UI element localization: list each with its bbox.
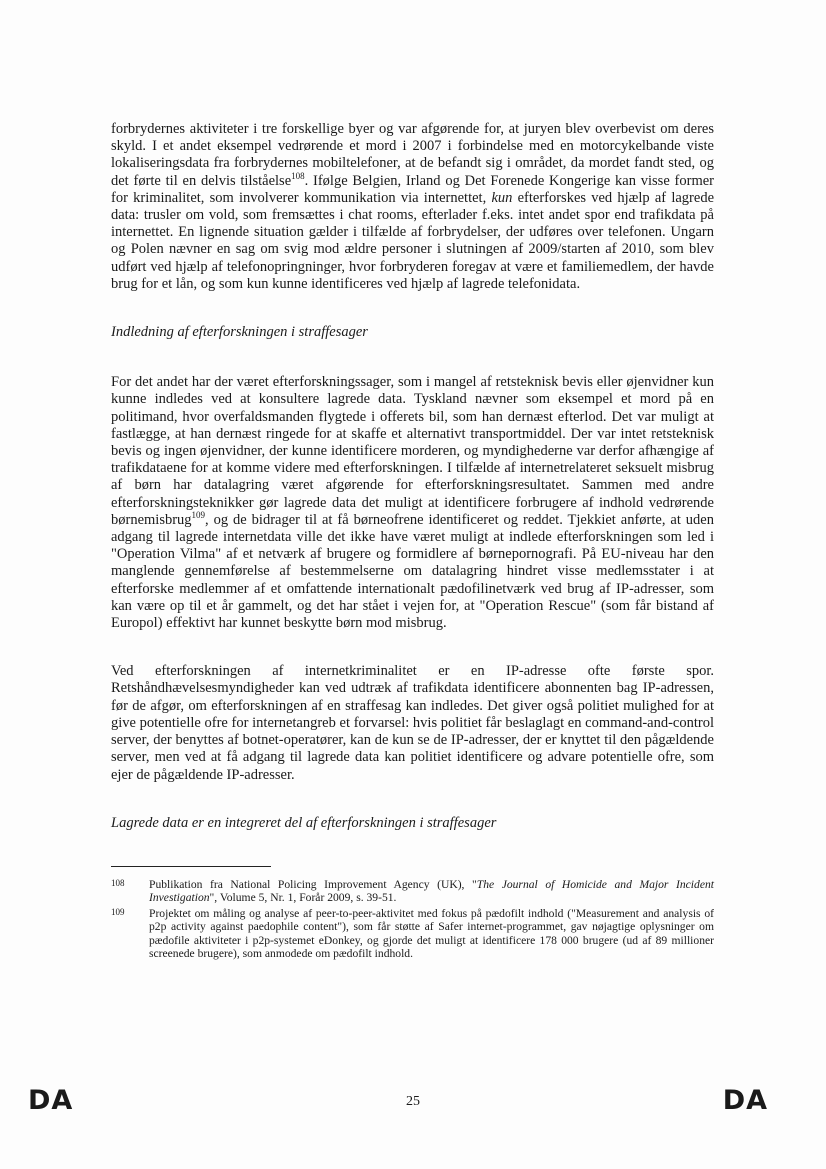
section-heading-1: Indledning af efterforskningen i straffesager: [111, 324, 368, 341]
footnote-ref-108[interactable]: 108: [291, 170, 305, 181]
footnote-text: [149, 878, 714, 905]
page-number: 25: [406, 1094, 420, 1109]
section-heading-2: Lagrede data er en integreret del af efterforskningen i straffesager: [111, 814, 497, 831]
footnote-number: 108: [111, 877, 125, 888]
footnotes: [111, 878, 714, 960]
paragraph-1-text-a: forbrydernes aktiviteter i tre forskellige byer og var afgørende for, at juryen blev overbevist om deres skyld. I et andet eksempel vedrørende et mord i 2007 i forbindelse med en motorcykelbande viste lokaliseringsdata fra forbrydernes mobiltelefoner, at de befandt sig i området, da mordet fandt sted, og det førte til en delvis tilståelse: [111, 121, 714, 189]
footnote-108-text-b: ", Volume 5, Nr. 1, Forår 2009, s. 39-51.: [209, 891, 397, 905]
paragraph-1: [111, 121, 714, 293]
footnote-108-text-a: Publikation fra National Policing Improvement Agency (UK), ": [149, 877, 477, 891]
paragraph-2-text-b: , og de bidrager til at få børneofrene identificeret og reddet. Tjekkiet anførte, at uden adgang til lagrede internetdata ville det ikke have været muligt at indlede efterforskningen som led i "Operation Vilma" af et netværk af brugere og formidlere af børnepornografi. På EU-niveau har den manglende gennemførelse af bestemmelserne om datalagring hindret visse medlemsstater i at efterforske medlemmer af et omfattende internationalt pædofilinetværk ved brug af IP-adresser, som kan være op til et år gammelt, og det har stået i vejen for, at "Operation Rescue" (som får bistand af Europol) effektivt har kunnet beskytte børn mod misbrug.: [111, 511, 714, 632]
language-code-right: DA: [722, 1085, 768, 1116]
footnote-text: Projektet om måling og analyse af peer-to-peer-aktivitet med fokus på pædofilt indhold ("Measurement and analysis of p2p activity against paedophile content"), som får støtte af Safer internet-programmet, gav nøjagtige oplysninger om pædofile aktiviteter i p2p-systemet eDonkey, og gjorde det muligt at identificere 178 000 brugere (ud af 89 millioner screenede brugere), som anmodede om pædofilt indhold.: [149, 906, 714, 960]
paragraph-1-emphasis: kun: [491, 189, 513, 206]
footnote-108-title: The Journal of Homicide and Major Incident Investigation: [149, 877, 714, 905]
footnote-ref-109[interactable]: 109: [191, 510, 206, 521]
paragraph-1-text-b: . Ifølge Belgien, Irland og Det Forenede Kongerige kan visse former for kriminalitet, som involverer kommunikation via internettet,: [111, 172, 714, 206]
footnote-number: 109: [111, 906, 125, 917]
paragraph-1-text-c: efterforskes ved hjælp af lagrede data: trusler om vold, som fremsættes i chat rooms, efterlader f.eks. intet andet spor end trafikdata på internettet. En lignende situation gælder i tilfælde af forbrydelser, der udføres over telefonen. Ungarn og Polen nævner en sag om svig mod ældre personer i slutningen af 2009/starten af 2010, som blev udført ved hjælp af telefonopringninger, hvor forbryderen foregav at være et familiemedlem, der havde brug for et lån, og som kun kunne identificeres ved hjælp af lagrede telefonidata.: [111, 189, 715, 292]
body-text: [111, 121, 714, 962]
footnote-109: [111, 907, 714, 961]
paragraph-3: Ved efterforskningen af internetkriminalitet er en IP-adresse ofte første spor. Retshåndhævelsesmyndigheder kan ved udtræk af trafikdata identificere abonnenten bag IP-adressen, før de afgør, om efterforskningen af en straffesag kan indledes. Det giver også politiet mulighed for at give potentielle ofre for internetangreb et forvarsel: hvis politiet får beslaglagt en command-and-control server, der benyttes af botnet-operatører, kan de kun se de IP-adresser, der er knyttet til den pågældende server, men ved at få adgang til lagrede data kan politiet identificere og advare potentielle ofre, som ejer de pågældende IP-adresser.: [111, 663, 714, 783]
paragraph-2: [111, 374, 714, 632]
footnote-108: [111, 878, 714, 905]
paragraph-2-text-a: For det andet har der været efterforskningssager, som i mangel af retsteknisk bevis eller øjenvidner kun kunne indledes ved at konsultere lagrede data. Tyskland nævner som eksempel et mord på en politimand, hvor overfaldsmanden flygtede i offerets bil, som han dernæst efterlod. Det var muligt at fastlægge, at han dernæst ringede for at skaffe et alternativt transportmiddel. Der var intet retsteknisk bevis og ingen øjenvidner, der kunne identificere morderen, og myndighederne var derfor afhængige af trafikdataene for at komme videre med efterforskningen. I tilfælde af internetrelateret seksuelt misbrug af børn har datalagring været afgørende for efterforskningsresultatet. Sammen med andre efterforskningsteknikker gør lagrede data det muligt at identificere forbrugere af indhold vedrørende børnemisbrug: [111, 374, 714, 528]
footnote-separator: [111, 866, 271, 867]
language-code-left: DA: [28, 1085, 74, 1116]
